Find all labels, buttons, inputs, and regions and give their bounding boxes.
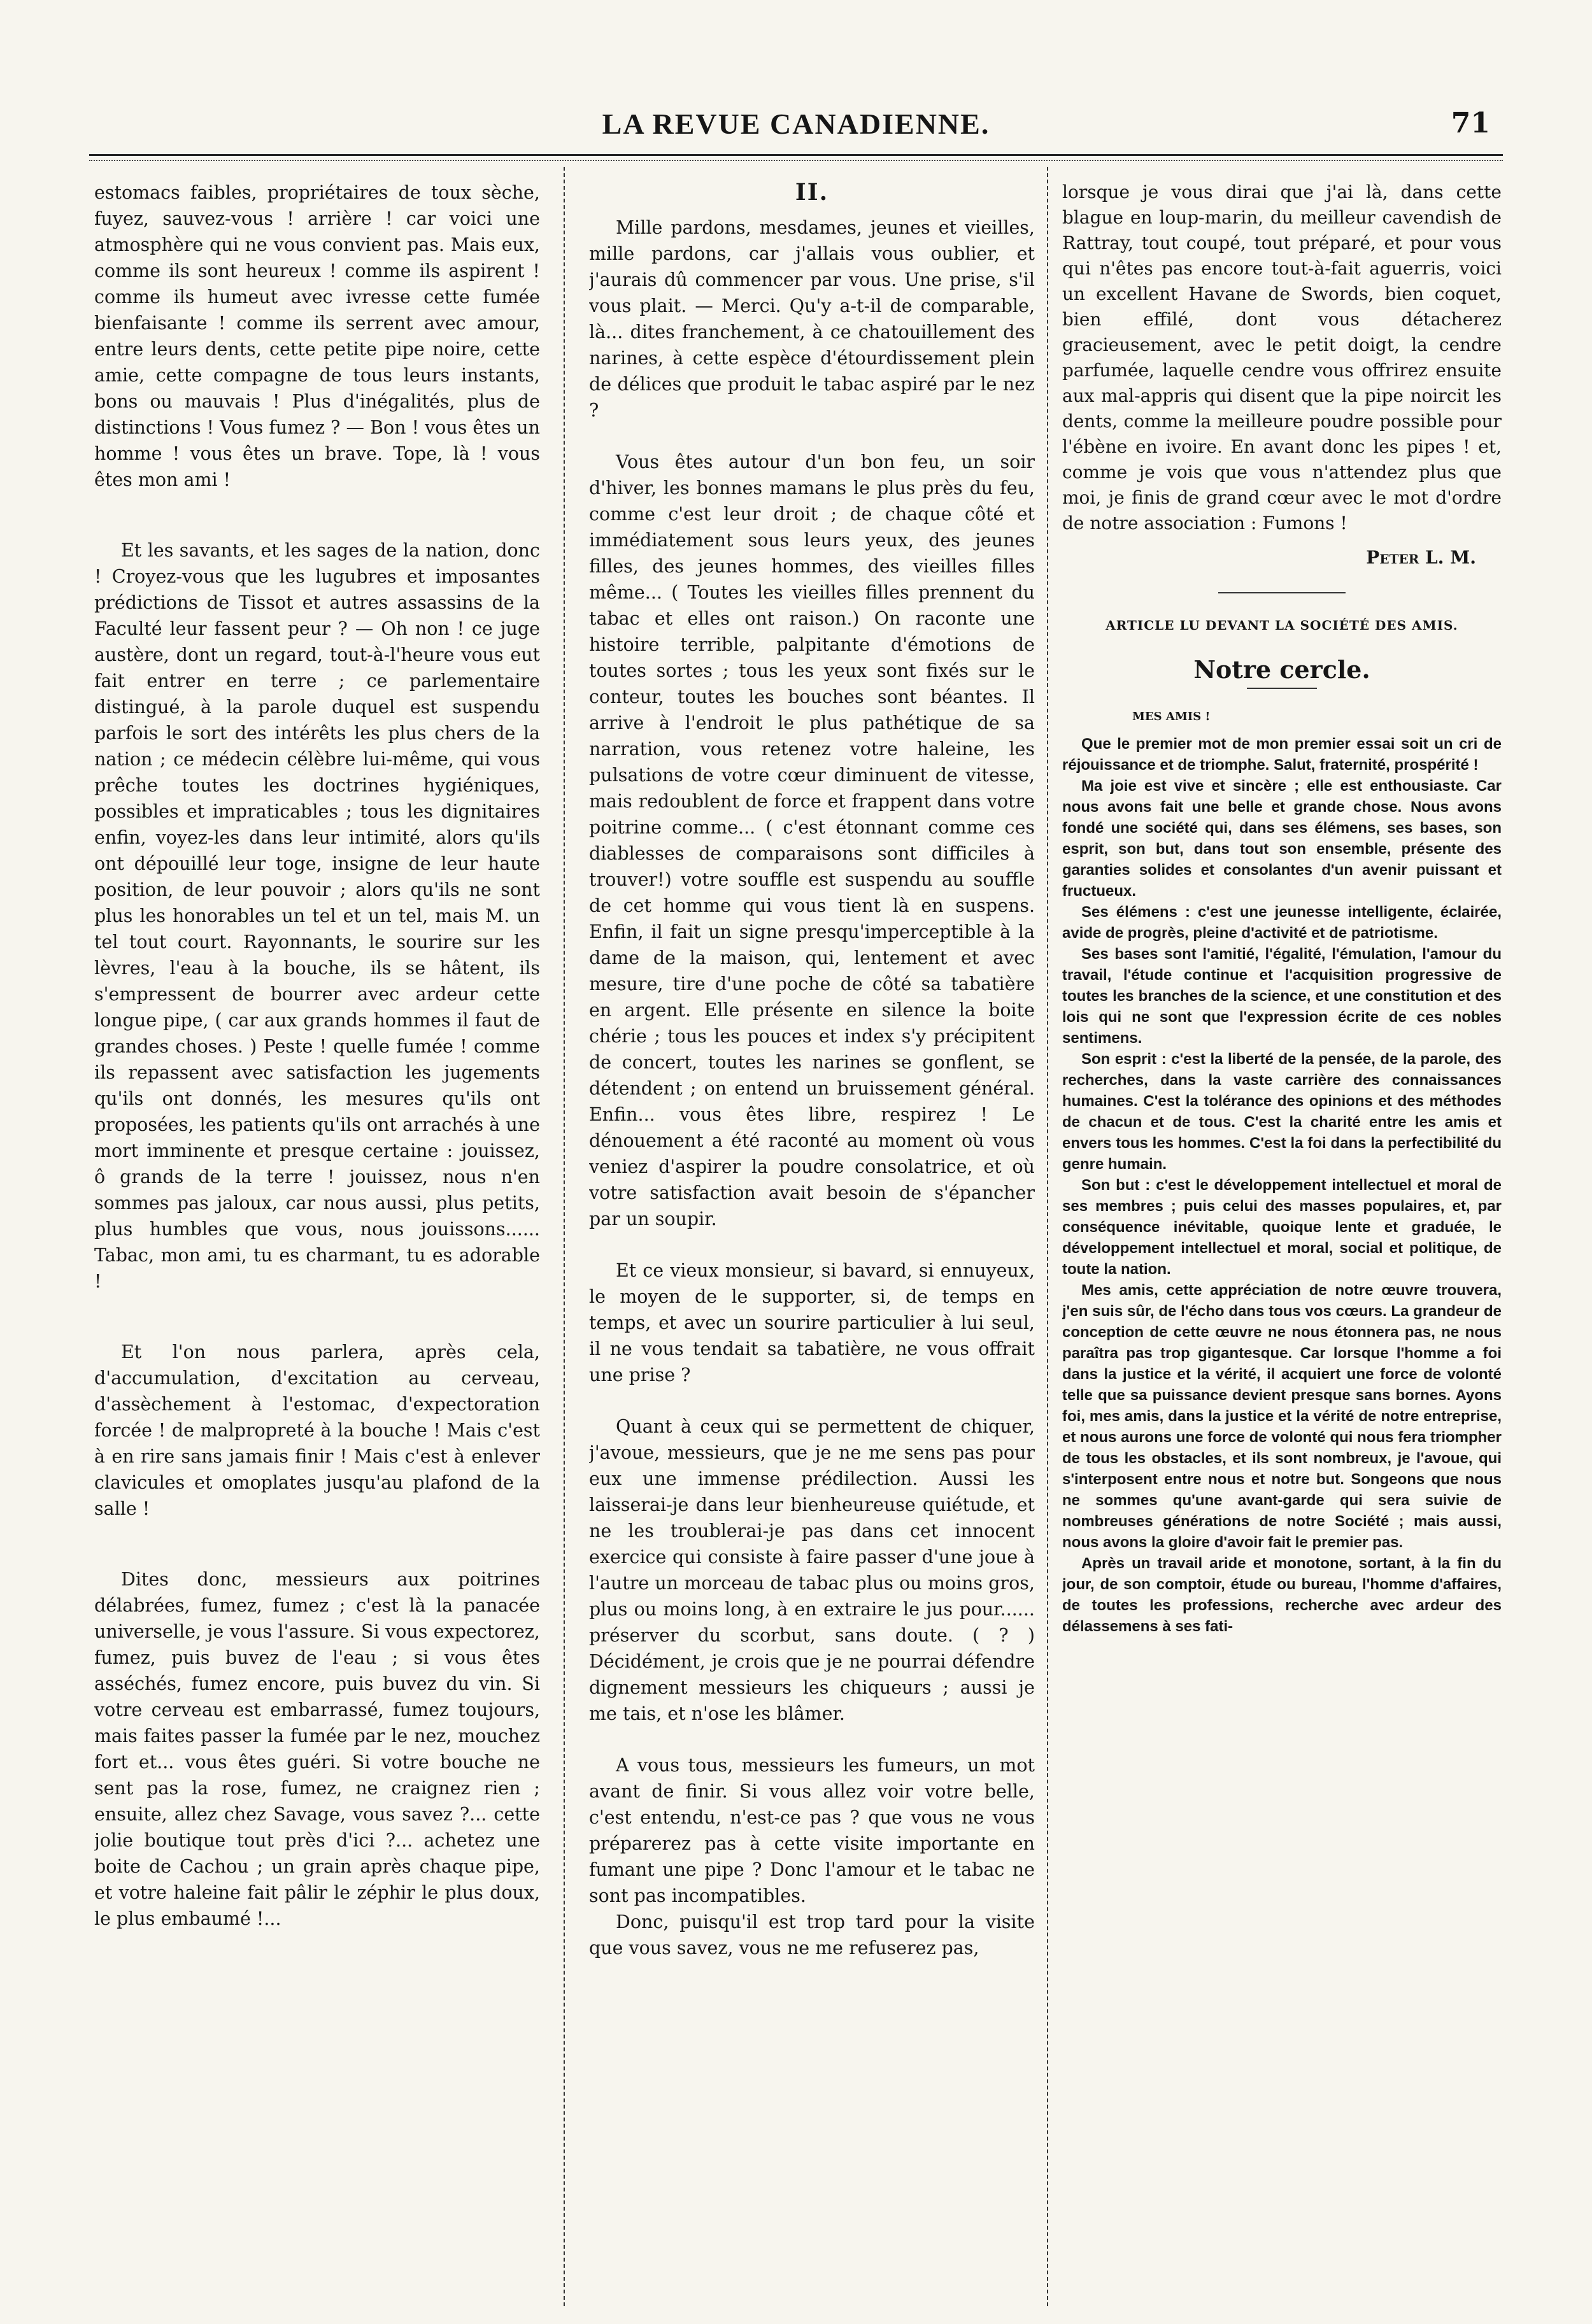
- running-header: [89, 107, 1503, 148]
- column-separator-1: [564, 167, 569, 2306]
- paragraph: lorsque je vous dirai que j'ai là, dans cette blague en loup-marin, du meilleur cavendish de Rattray, tout coupé, tout préparé, et pour vous qui n'êtes pas encore tout-à-fait aguerris, voici un excellent Havane de Swords, bien coquet, bien effilé, dont vous détacherez gracieusement, avec le petit doigt, la cendre parfumée, laquelle cendre vous offrirez ensuite aux mal-appris qui disent que la pipe noircit les dents, comme la meilleure poudre possible pour l'ébène en ivoire. En avant donc les pipes ! et, comme je vois que vous n'attendez plus que moi, je finis de grand cœur avec le mot d'ordre de notre association : Fumons !: [1062, 181, 1502, 534]
- signature: Peter L. M.: [1366, 547, 1476, 568]
- column-3: [1062, 180, 1502, 2300]
- paragraph: Et l'on nous parlera, après cela, d'accumulation, d'excitation au cerveau, d'assèchement à l'estomac, d'expectoration forcée ! de malpropreté à la bouche ! Mais c'est à en rire sans jamais finir ! Mais c'est à enlever clavicules et omoplates jusqu'au plafond de la salle !: [94, 1342, 540, 1519]
- paragraph: Son but : c'est le développement intellectuel et moral de ses membres ; puis celui des masses populaires, et, par conséquence inévitable, quoique lente et graduée, le développement intellectuel et moral, social et politique, de toute la nation.: [1062, 1177, 1502, 1278]
- header-rule: [89, 154, 1503, 159]
- article-label: ARTICLE LU DEVANT LA SOCIÉTÉ DES AMIS.: [1105, 618, 1458, 633]
- paragraph: Après un travail aride et monotone, sortant, à la fin du jour, de son comptoir, étude ou bureau, l'homme d'affaires, de toutes les professions, recherche avec ardeur des délassemens à ses fati-: [1062, 1555, 1502, 1635]
- column-1: [94, 180, 540, 2300]
- paragraph: A vous tous, messieurs les fumeurs, un mot avant de finir. Si vous allez voir votre belle, c'est entendu, n'est-ce pas ? que vous ne vous préparerez pas à cette visite importante en fumant une pipe ? Donc l'amour et le tabac ne sont pas incompatibles.: [589, 1755, 1035, 1906]
- paragraph: Son esprit : c'est la liberté de la pensée, de la parole, des recherches, dans la vaste carrière des connaissances humaines. C'est la tolérance des opinions et des méthodes de chacun et de tous. C'est la charité entre les amis et envers tous les hommes. C'est la foi dans la perfectibilité du genre humain.: [1062, 1051, 1502, 1173]
- section-divider: [1218, 592, 1346, 593]
- page-number: 71: [1451, 107, 1490, 139]
- salutation: MES AMIS !: [1132, 710, 1211, 723]
- paragraph: Vous êtes autour d'un bon feu, un soir d'hiver, les bonnes mamans le plus près du feu, comme c'est leur droit ; de chaque côté et immédiatement sous leurs yeux, des jeunes filles, des jeunes hommes, des vieilles filles même... ( Toutes les vieilles filles prennent du tabac et elles ont raison.) On raconte une histoire terrible, palpitante d'émotions de toutes sortes ; tous les yeux sont fixés sur le conteur, toutes les bouches sont béantes. Il arrive à l'endroit le plus pathétique de sa narration, vous retenez votre haleine, les pulsations de votre cœur diminuent de vitesse, mais redoublent de force et frappent dans votre poitrine comme... ( c'est étonnant comme ces diablesses de comparaisons sont difficiles à trouver!) votre souffle est suspendu au souffle de cet homme qui vous tient là en suspens. Enfin, il fait un signe presqu'imperceptible à la dame de la maison, qui, lentement et avec mesure, tire d'une poche de côté sa tabatière en argent. Elle présente en silence la boite chérie ; tous les pouces et index s'y précipitent de concert, toutes les narines se gonflent, se détendent ; on entend un bruissement général. Enfin... vous êtes libre, respirez ! Le dénouement a été raconté au moment où vous veniez d'aspirer la poudre consolatrice, et où votre satisfaction avait besoin de s'épancher par un soupir.: [589, 451, 1035, 1229]
- paragraph: Mes amis, cette appréciation de notre œuvre trouvera, j'en suis sûr, de l'écho dans tous vos cœurs. La grandeur de conception de cette œuvre ne nous étonnera pas, ne nous paraîtra pas trop gigantesque. Car lorsque l'homme a foi dans la justice et la vérité, il acquiert une force de volonté telle que sa puissance devient presque sans bornes. Ayons foi, mes amis, dans la justice et la vérité de notre entreprise, et nous aurons une force de volonté qui nous fera triompher de tous les obstacles, et ils sont nombreux, je l'avoue, qui s'interposent entre nous et notre but. Songeons que nous ne sommes qu'une avant-garde qui sera suivie de nombreuses générations de notre Société ; mais aussi, nous avons la gloire d'avoir fait le premier pas.: [1062, 1282, 1502, 1551]
- paragraph: Et les savants, et les sages de la nation, donc ! Croyez-vous que les lugubres et imposantes prédictions de Tissot et autres assassins de la Faculté leur fassent peur ? — Oh non ! ce juge austère, dont un regard, tout-à-l'heure vous eut fait entrer en terre ; ce parlementaire distingué, à la parole duquel est suspendu parfois le sort des intérêts les plus chers de la nation ; ce médecin célèbre lui-même, qui vous prêche toutes les doctrines hygiéniques, possibles et impraticables ; tous les dignitaires enfin, voyez-les dans leur intimité, alors qu'ils ont dépouillé leur toge, insigne de leur haute position, de leur pouvoir ; alors qu'ils ne sont plus les honorables un tel et un tel, mais M. un tel tout court. Rayonnants, le sourire sur les lèvres, l'eau à la bouche, ils se hâtent, ils s'empressent de bourrer avec ardeur cette longue pipe, ( car aux grands hommes il faut de grandes choses. ) Peste ! quelle fumée ! comme ils repassent avec satisfaction les jugements qu'ils ont donnés, les mesures qu'ils ont proposées, les patients qu'ils ont arrachés à une mort imminente et presque certaine : jouissez, ô grands de la terre ! jouissez, nous n'en sommes pas jaloux, car nous aussi, plus petits, plus humbles que vous, nous jouissons...... Tabac, mon ami, tu es charmant, tu es adorable !: [94, 540, 540, 1292]
- paragraph: Quant à ceux qui se permettent de chiquer, j'avoue, messieurs, que je ne me sens pas pour eux une immense prédilection. Aussi les laisserai-je dans leur bienheureuse quiétude, et ne les troublerai-je pas dans cet innocent exercice qui consiste à faire passer d'une joue à l'autre un morceau de tabac plus ou moins gros, plus ou moins long, à en extraire le jus pour...... préserver du scorbut, sans doute. ( ? ) Décidément, je crois que je ne pourrai défendre dignement messieurs les chiqueurs ; aussi je me tais, et n'ose les blâmer.: [589, 1416, 1035, 1724]
- paragraph: Ses élémens : c'est une jeunesse intelligente, éclairée, avide de progrès, pleine d'activité et de patriotisme.: [1062, 903, 1502, 942]
- article-body: [1062, 733, 1502, 1637]
- paragraph: Que le premier mot de mon premier essai soit un cri de réjouissance et de triomphe. Salut, fraternité, prospérité !: [1062, 735, 1502, 774]
- paragraph: estomacs faibles, propriétaires de toux sèche, fuyez, sauvez-vous ! arrière ! car voici une atmosphère qui ne vous convient pas. Mais eux, comme ils sont heureux ! comme ils aspirent ! comme ils humeut avec ivresse cette fumée bienfaisante ! comme ils serrent avec amour, entre leurs dents, cette petite pipe noire, cette amie, cette compagne de tous leurs instants, bons ou mauvais ! Plus d'inégalités, plus de distinctions ! Vous fumez ? — Bon ! vous êtes un homme ! vous êtes un brave. Tope, là ! vous êtes mon ami !: [94, 182, 540, 490]
- paragraph: Ma joie est vive et sincère ; elle est enthousiaste. Car nous avons fait une belle et grande chose. Nous avons fondé une société qui, dans ses élémens, ses bases, son esprit, son but, dans tout son ensemble, présente des garanties solides et consolantes d'un avenir puissant et fructueux.: [1062, 777, 1502, 900]
- paragraph: Ses bases sont l'amitié, l'égalité, l'émulation, l'amour du travail, l'étude continue et l'acquisition progressive de toutes les branches de la science, et une constitution et des lois qui ne sont que l'expression écrite de ces nobles sentimens.: [1062, 946, 1502, 1047]
- paragraph: Mille pardons, mesdames, jeunes et vieilles, mille pardons, car j'allais vous oublier, et j'aurais dû commencer par vous. Une prise, s'il vous plait. — Merci. Qu'y a-t-il de comparable, là... dites franchement, à ce chatouillement des narines, à cette espèce d'étourdissement plein de délices que produit le tabac aspiré par le nez ?: [589, 217, 1035, 421]
- header-ornament-rule: [89, 160, 1503, 164]
- paragraph: Donc, puisqu'il est trop tard pour la visite que vous savez, vous ne me refuserez pas,: [589, 1911, 1035, 1959]
- section-heading: II.: [795, 180, 829, 206]
- column-separator-2: [1047, 167, 1052, 2306]
- column-2: [589, 180, 1035, 2300]
- title-underline: [1247, 688, 1317, 689]
- article-title: Notre cercle.: [1193, 655, 1370, 684]
- paragraph: Et ce vieux monsieur, si bavard, si ennuyeux, le moyen de le supporter, si, de temps en temps, et avec un sourire particulier à lui seul, il ne vous tendait sa tabatière, ne vous offrait une prise ?: [589, 1260, 1035, 1385]
- journal-title: LA REVUE CANADIENNE.: [602, 108, 990, 140]
- paragraph: Dites donc, messieurs aux poitrines délabrées, fumez, fumez ; c'est là la panacée universelle, je vous l'assure. Si vous expectorez, fumez, puis buvez de l'eau ; si vous êtes asséchés, fumez encore, puis buvez du vin. Si votre cerveau est embarrassé, fumez toujours, mais faites passer la fumée par le nez, mouchez fort et... vous êtes guéri. Si votre bouche ne sent pas la rose, fumez, ne craignez rien ; ensuite, allez chez Savage, vous savez ?... cette jolie boutique tout près d'ici ?... achetez une boite de Cachou ; un grain après chaque pipe, et votre haleine fait pâlir le zéphir le plus doux, le plus embaumé !...: [94, 1569, 540, 1929]
